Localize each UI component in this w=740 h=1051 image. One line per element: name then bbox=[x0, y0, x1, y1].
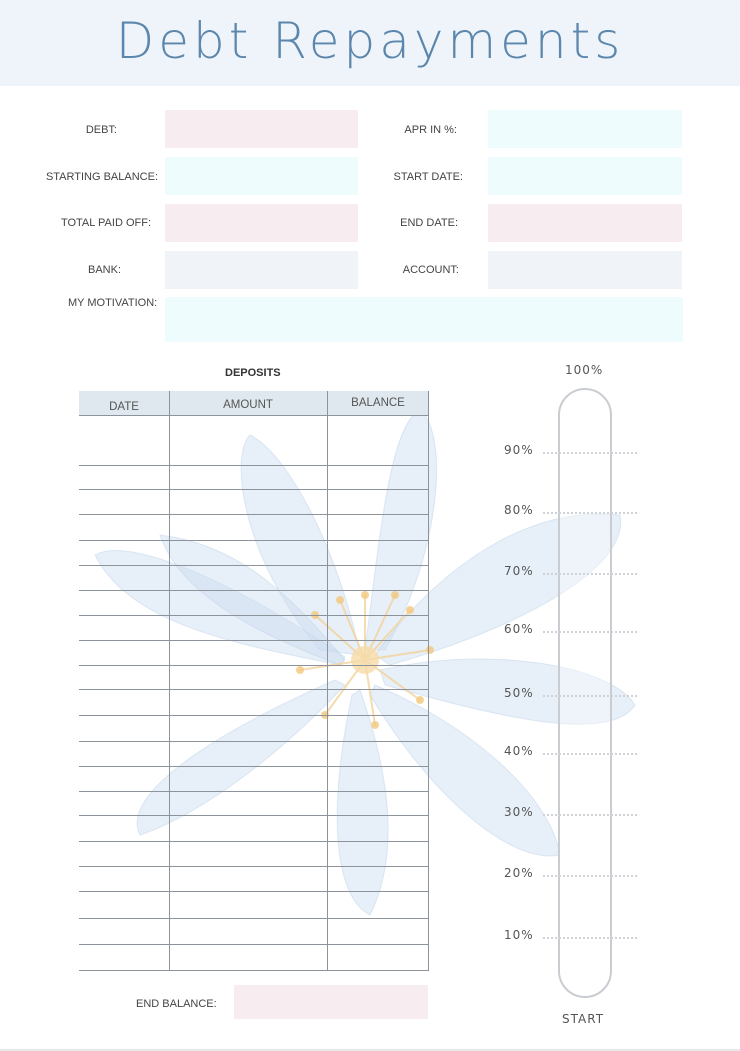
table-row-line bbox=[79, 766, 429, 767]
end-balance-label: END BALANCE: bbox=[136, 998, 217, 1010]
progress-level-label: 10% bbox=[504, 928, 534, 942]
deposits-table bbox=[79, 391, 429, 971]
progress-level-label: 70% bbox=[504, 564, 534, 578]
account-label: ACCOUNT: bbox=[402, 264, 459, 276]
deposits-title: DEPOSITS bbox=[225, 367, 281, 379]
table-row-line bbox=[79, 565, 429, 566]
col-date-header: DATE bbox=[109, 401, 139, 413]
progress-level-label: 40% bbox=[504, 744, 534, 758]
table-row-line bbox=[79, 489, 429, 490]
table-row-line bbox=[79, 590, 429, 591]
end-date-field[interactable] bbox=[488, 204, 682, 242]
progress-level-label: 20% bbox=[504, 866, 534, 880]
table-row-line bbox=[79, 715, 429, 716]
total-paid-off-field[interactable] bbox=[165, 204, 358, 242]
table-row-line bbox=[79, 665, 429, 666]
col-amount-header: AMOUNT bbox=[223, 399, 273, 411]
table-row-line bbox=[79, 841, 429, 842]
column-divider bbox=[169, 391, 170, 971]
bank-label: BANK: bbox=[87, 264, 121, 276]
progress-level-label: 60% bbox=[504, 622, 534, 636]
table-row-line bbox=[79, 944, 429, 945]
end-balance-field[interactable] bbox=[234, 985, 428, 1019]
debt-field[interactable] bbox=[165, 110, 358, 148]
progress-level-label: 90% bbox=[504, 443, 534, 457]
motivation-label: MY MOTIVATION: bbox=[68, 297, 158, 309]
progress-level-label: 80% bbox=[504, 503, 534, 517]
motivation-field[interactable] bbox=[165, 297, 683, 342]
table-row-line bbox=[79, 891, 429, 892]
table-row-line bbox=[79, 815, 429, 816]
debt-label: DEBT: bbox=[85, 124, 117, 136]
progress-level-guide bbox=[543, 452, 637, 454]
column-divider bbox=[428, 391, 429, 971]
starting-balance-field[interactable] bbox=[165, 157, 358, 195]
apr-field[interactable] bbox=[488, 110, 682, 148]
progress-level-guide bbox=[543, 695, 637, 697]
progress-level-guide bbox=[543, 573, 637, 575]
bank-field[interactable] bbox=[165, 251, 358, 289]
table-row-line bbox=[79, 540, 429, 541]
table-row-line bbox=[79, 741, 429, 742]
table-row-line bbox=[79, 791, 429, 792]
progress-thermometer[interactable] bbox=[558, 388, 612, 998]
end-date-label: END DATE: bbox=[400, 217, 458, 229]
total-paid-off-label: TOTAL PAID OFF: bbox=[60, 217, 151, 229]
progress-level-label: 30% bbox=[504, 805, 534, 819]
table-row-line bbox=[79, 918, 429, 919]
progress-start-label: START bbox=[562, 1012, 605, 1026]
progress-level-guide bbox=[543, 814, 637, 816]
progress-top-label: 100% bbox=[565, 363, 604, 377]
start-date-field[interactable] bbox=[488, 157, 682, 195]
column-divider bbox=[327, 391, 328, 971]
account-field[interactable] bbox=[488, 251, 682, 289]
page-title: Debt Repayments bbox=[115, 12, 625, 70]
progress-level-guide bbox=[543, 753, 637, 755]
table-row-line bbox=[79, 514, 429, 515]
table-row-line bbox=[79, 415, 429, 416]
apr-label: APR IN %: bbox=[404, 124, 457, 136]
table-row-line bbox=[79, 465, 429, 466]
progress-level-guide bbox=[543, 875, 637, 877]
table-row-line bbox=[79, 970, 429, 971]
start-date-label: START DATE: bbox=[393, 171, 463, 183]
table-row-line bbox=[79, 866, 429, 867]
table-row-line bbox=[79, 640, 429, 641]
table-row-line bbox=[79, 615, 429, 616]
progress-level-guide bbox=[543, 631, 637, 633]
progress-level-guide bbox=[543, 937, 637, 939]
table-row-line bbox=[79, 689, 429, 690]
col-balance-header: BALANCE bbox=[351, 397, 405, 409]
progress-level-label: 50% bbox=[504, 686, 534, 700]
progress-level-guide bbox=[543, 512, 637, 514]
starting-balance-label: STARTING BALANCE: bbox=[45, 171, 158, 183]
